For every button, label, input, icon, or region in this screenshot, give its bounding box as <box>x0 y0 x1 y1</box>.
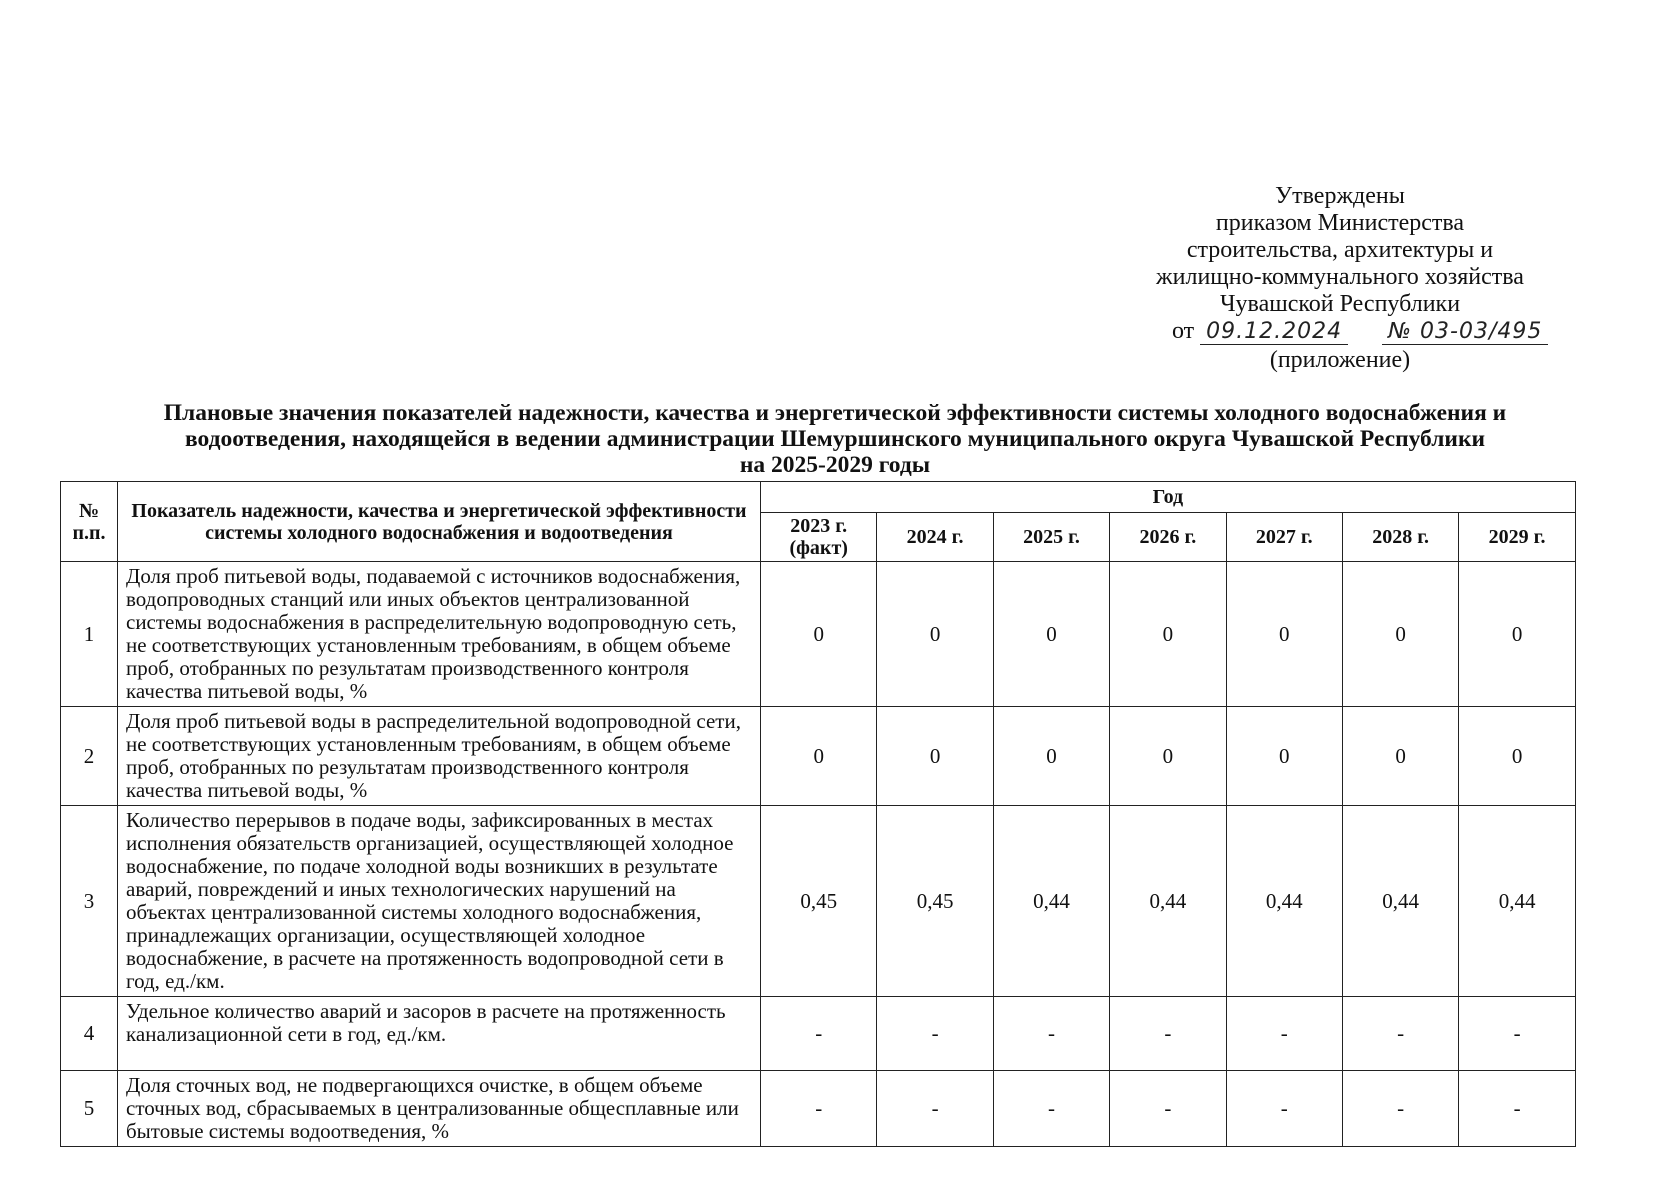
year-value: 0 <box>877 562 993 707</box>
approval-line: Чувашской Республики <box>1219 291 1461 317</box>
table-row <box>61 806 1576 997</box>
row-number: 4 <box>61 997 118 1071</box>
header-row <box>61 482 1576 513</box>
title-line: водоотведения, находящейся в ведении администрации Шемуршинского муниципального округа Чувашской Республики <box>184 426 1486 452</box>
title-line: на 2025-2029 годы <box>739 452 931 478</box>
header-year: 2027 г. <box>1226 513 1342 562</box>
indicator-name: Доля проб питьевой воды в распределительной водопроводной сети, не соответствующих установленным требованиям, в общем объеме проб, отобранных по результатам производственного контроля качества питьевой воды, % <box>118 707 761 806</box>
year-value: 0 <box>1226 707 1342 806</box>
year-value: - <box>1226 997 1342 1071</box>
approval-line: жилищно-коммунального хозяйства <box>1156 264 1524 290</box>
row-number: 1 <box>61 562 118 707</box>
year-value: - <box>1110 997 1226 1071</box>
year-value: - <box>993 1071 1109 1147</box>
year-value: 0,44 <box>1110 806 1226 997</box>
row-number: 3 <box>61 806 118 997</box>
approval-line: приказом Министерства <box>1215 210 1465 236</box>
year-value: 0 <box>877 707 993 806</box>
year-value: 0 <box>1226 562 1342 707</box>
year-value: 0 <box>1342 707 1458 806</box>
year-value: - <box>877 997 993 1071</box>
approval-line: Утверждены <box>1275 183 1405 209</box>
row-number: 5 <box>61 1071 118 1147</box>
year-value: 0,45 <box>761 806 877 997</box>
year-value: 0 <box>761 562 877 707</box>
year-value: - <box>1342 997 1458 1071</box>
year-value: 0 <box>1110 562 1226 707</box>
year-value: - <box>877 1071 993 1147</box>
year-value: 0 <box>761 707 877 806</box>
indicator-name: Удельное количество аварий и засоров в расчете на протяженность канализационной сети в год, ед./км. <box>118 997 761 1071</box>
document-title <box>70 400 1600 478</box>
year-value: - <box>1226 1071 1342 1147</box>
approval-line: строительства, архитектуры и <box>1186 237 1494 263</box>
appendix-label: (приложение) <box>1269 347 1411 373</box>
year-value: 0 <box>1342 562 1458 707</box>
table-row <box>61 997 1576 1071</box>
header-year-group: Год <box>761 482 1576 513</box>
year-value: - <box>1459 1071 1575 1147</box>
year-value: 0,44 <box>1342 806 1458 997</box>
year-value: 0,45 <box>877 806 993 997</box>
approval-block <box>1100 183 1580 374</box>
year-value: 0 <box>1110 707 1226 806</box>
year-value: - <box>761 997 877 1071</box>
handwritten-number: № 03-03/495 <box>1382 320 1548 345</box>
from-label: от <box>1172 318 1195 344</box>
year-value: 0,44 <box>993 806 1109 997</box>
header-year: 2024 г. <box>877 513 993 562</box>
year-value: 0 <box>1459 707 1575 806</box>
header-number: № п.п. <box>61 482 118 562</box>
order-reference <box>1100 318 1580 347</box>
header-year: 2023 г. (факт) <box>761 513 877 562</box>
year-value: 0 <box>1459 562 1575 707</box>
header-year: 2026 г. <box>1110 513 1226 562</box>
table-row <box>61 707 1576 806</box>
table-row <box>61 562 1576 707</box>
year-value: - <box>1110 1071 1226 1147</box>
indicators-table <box>60 481 1576 1147</box>
header-indicator: Показатель надежности, качества и энергетической эффективности системы холодного водоснабжения и водоотведения <box>118 482 761 562</box>
table-row <box>61 1071 1576 1147</box>
year-value: - <box>761 1071 877 1147</box>
year-value: - <box>1342 1071 1458 1147</box>
year-value: 0,44 <box>1226 806 1342 997</box>
indicator-name: Количество перерывов в подаче воды, зафиксированных в местах исполнения обязательств организацией, осуществляющей холодное водоснабжение, по подаче холодной воды возникших в результате аварий, повреждений и иных технологических нарушений на объектах централизованной системы холодного водоснабжения, принадлежащих организации, осуществляющей холодное водоснабжение, в расчете на протяженность водопроводной сети в год, ед./км. <box>118 806 761 997</box>
year-value: - <box>1459 997 1575 1071</box>
year-value: 0,44 <box>1459 806 1575 997</box>
header-year: 2028 г. <box>1342 513 1458 562</box>
title-line: Плановые значения показателей надежности, качества и энергетической эффективности системы холодного водоснабжения и <box>163 400 1507 426</box>
indicator-name: Доля сточных вод, не подвергающихся очистке, в общем объеме сточных вод, сбрасываемых в централизованные общесплавные или бытовые системы водоотведения, % <box>118 1071 761 1147</box>
year-value: - <box>993 997 1109 1071</box>
indicator-name: Доля проб питьевой воды, подаваемой с источников водоснабжения, водопроводных станций или иных объектов централизованной системы водоснабжения в распределительную водопроводную сеть, не соответствующих установленным требованиям, в общем объеме проб, отобранных по результатам производственного контроля качества питьевой воды, % <box>118 562 761 707</box>
header-year: 2029 г. <box>1459 513 1575 562</box>
handwritten-date: 09.12.2024 <box>1200 320 1348 345</box>
header-year: 2025 г. <box>993 513 1109 562</box>
year-value: 0 <box>993 707 1109 806</box>
row-number: 2 <box>61 707 118 806</box>
year-value: 0 <box>993 562 1109 707</box>
